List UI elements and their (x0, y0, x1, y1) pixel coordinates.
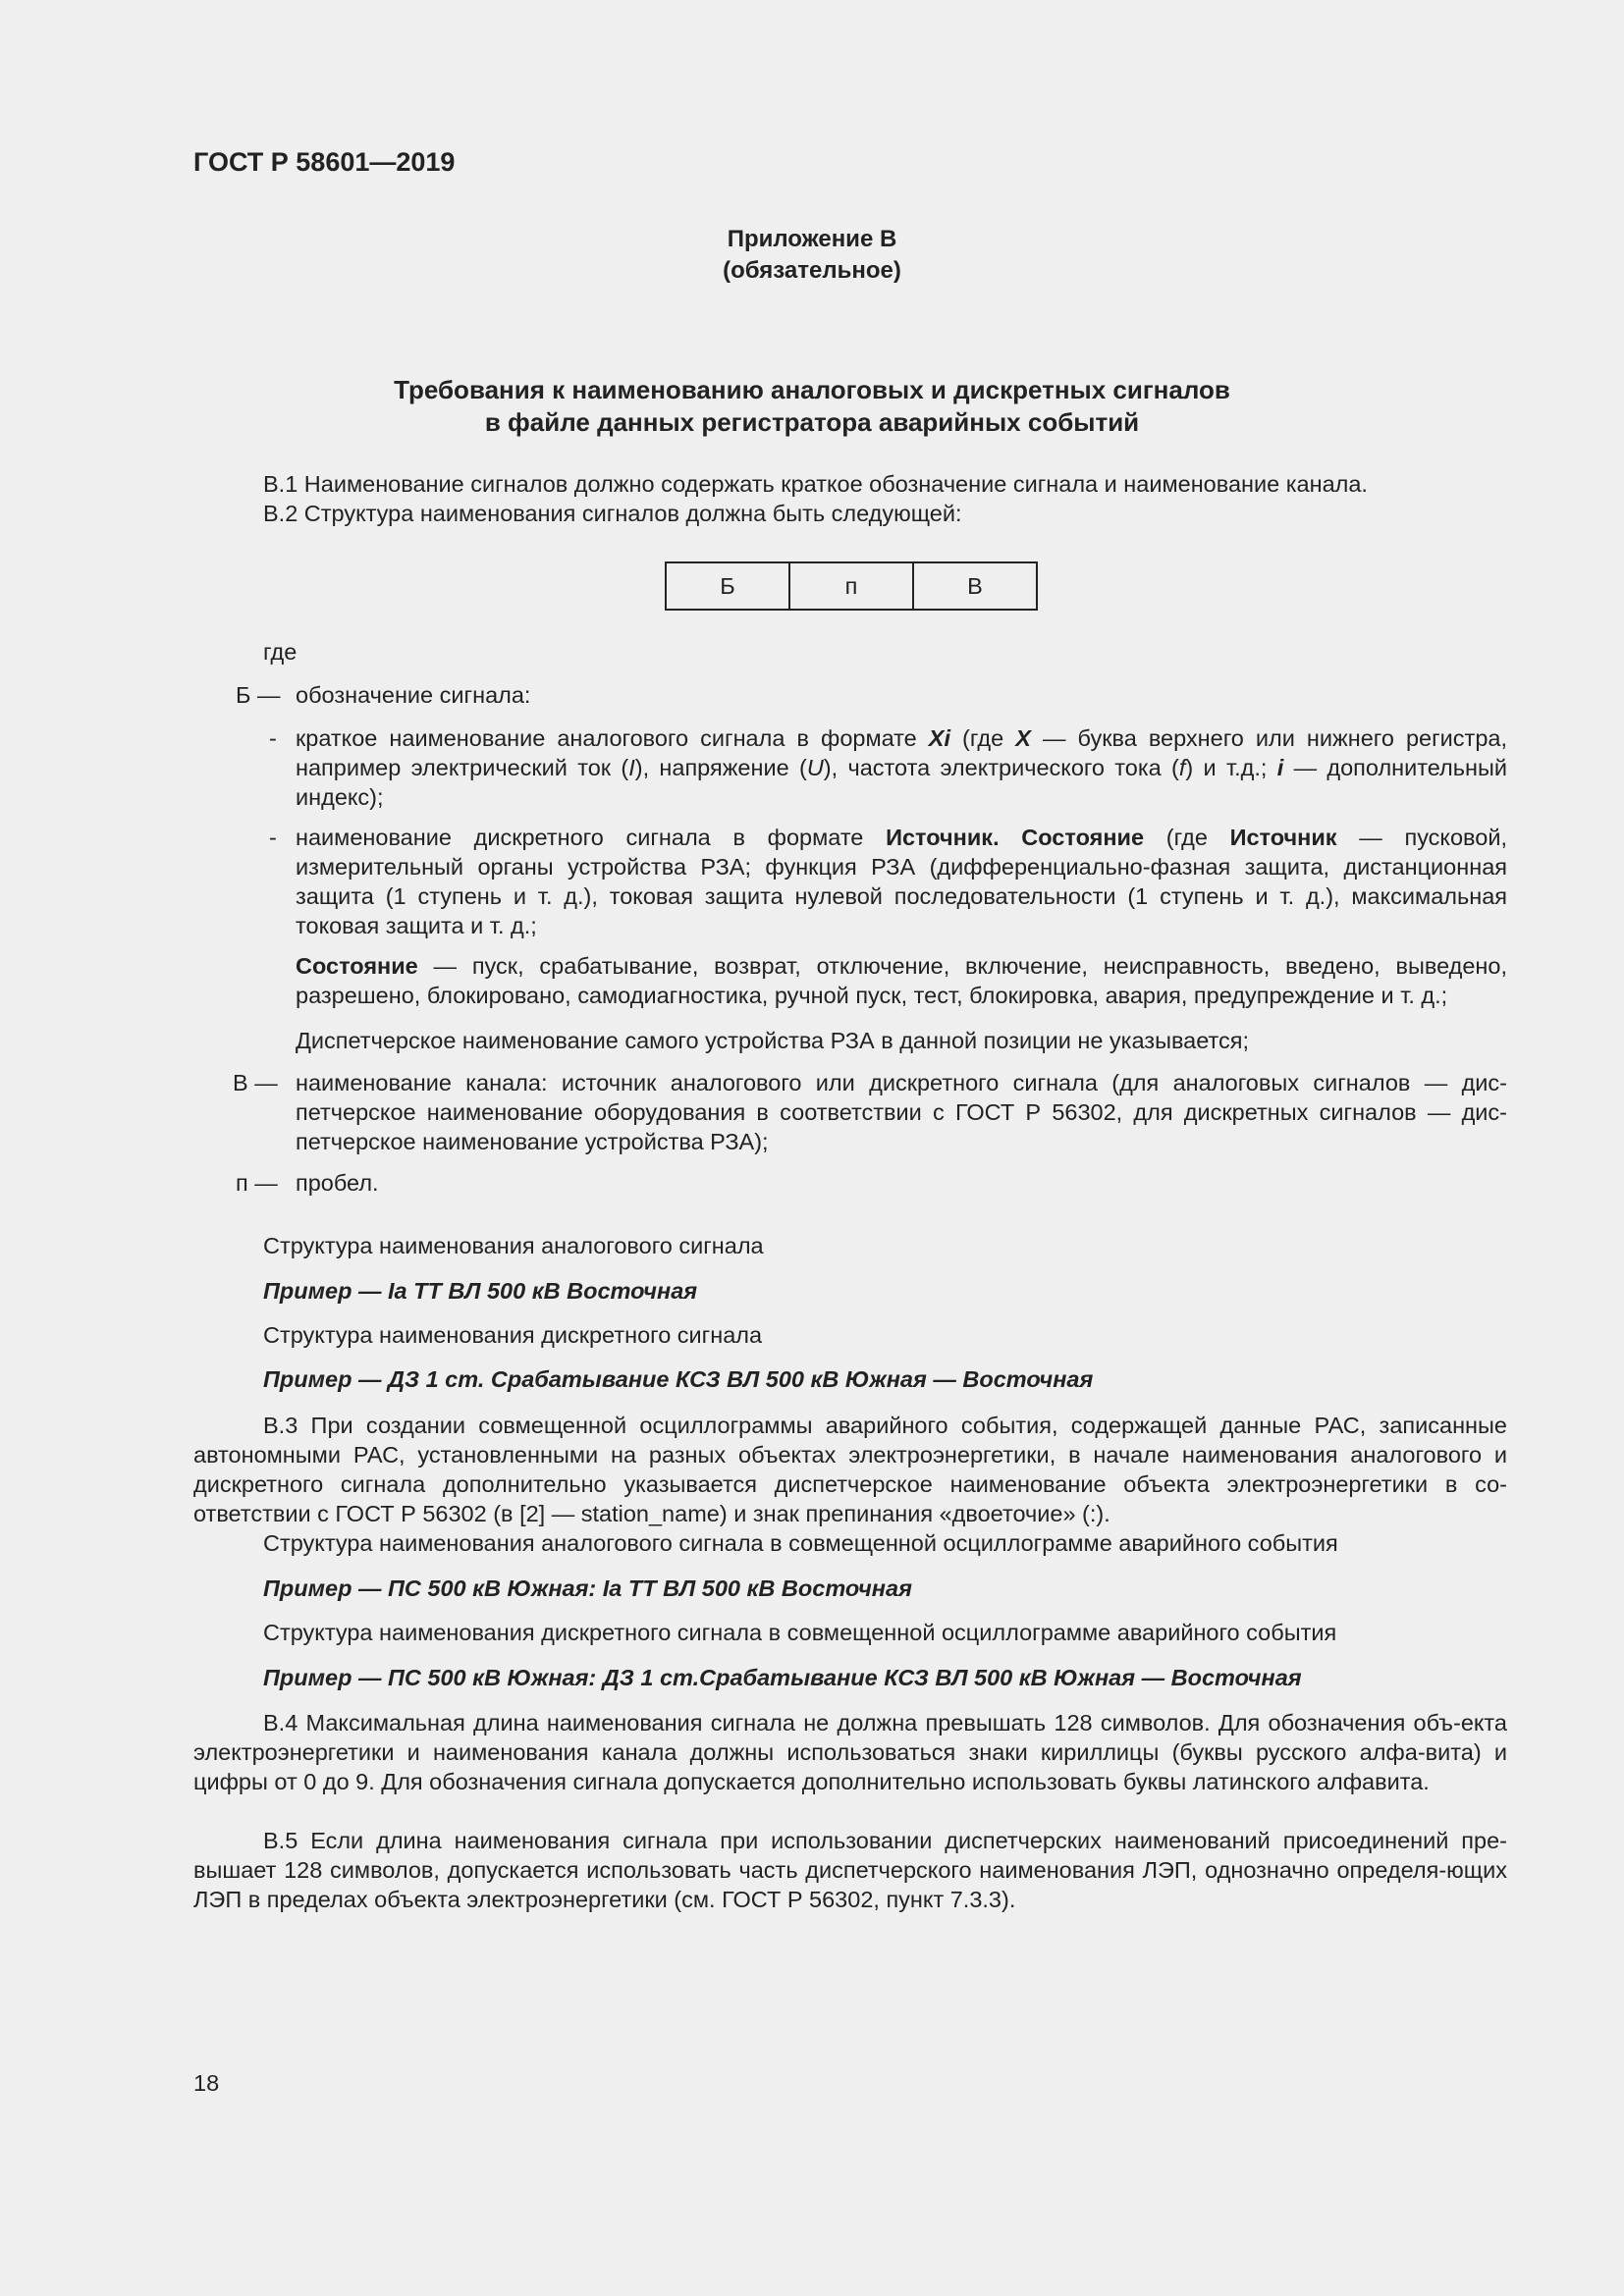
definition-b-text: обозначение сигнала: (296, 682, 531, 708)
discrete-format-text: наименование дискретного сигнала в формате Источник. Состояние (где Источник — пусковой, измерительный органы устройства РЗА; функция РЗА (дифференциально-фазная защита, дистанционная защита (1 ступень и т. д.), токовая защита нулевой последовательности (1 ступень и т. д.), максимальная токовая защита и т. д.; (296, 825, 1507, 938)
appendix-status: (обязательное) (723, 257, 901, 284)
discrete-format-item (193, 823, 1507, 940)
where-label: где (263, 639, 298, 665)
analog-bullet: - (269, 725, 277, 751)
heading-line-2: в файле данных регистратора аварийных событий (484, 407, 1140, 437)
paragraph-b4: В.4 Максимальная длина наименования сигнала не должна превышать 128 символов. Для обозначения объ-екта электроэнергетики и наименования канала должны использоваться знаки кириллицы (буквы русского алфа-вита) и цифры от 0 до 9. Для обозначения сигнала допускается дополнительно использовать буквы латинского алфавита. (193, 1710, 1507, 1794)
analog-format-item (193, 723, 1507, 812)
definition-b (193, 680, 1507, 710)
definition-v-mark: В — (233, 1070, 278, 1095)
heading-line-1: Требования к наименованию аналоговых и дискретных сигналов (394, 375, 1230, 404)
definition-p-text: пробел. (296, 1170, 379, 1196)
page-number: 18 (193, 2070, 220, 2096)
discrete-structure-label: Структура наименования дискретного сигнала (263, 1322, 763, 1348)
dispatch-note (193, 1026, 1507, 1055)
document-header: ГОСТ Р 58601—2019 (193, 147, 456, 177)
discrete-bullet: - (269, 825, 277, 850)
structure-cell-v: В (967, 573, 983, 599)
example-3: Пример — ПС 500 кВ Южная: Ia ТТ ВЛ 500 кВ Восточная (263, 1575, 912, 1601)
definition-b-mark: Б — (236, 682, 281, 708)
definition-v-text: наименование канала: источник аналогового или дискретного сигнала (для аналоговых сигналов — дис-петчерское наименование оборудования в соответствии с ГОСТ Р 56302, для дискретных сигналов — дис-петчерское наименование устройства РЗА); (296, 1070, 1507, 1154)
paragraph-b1: В.1 Наименование сигналов должно содержать краткое обозначение сигнала и наименование канала. (263, 471, 1368, 497)
dispatch-note-text: Диспетчерское наименование самого устройства РЗА в данной позиции не указывается; (296, 1028, 1250, 1053)
analog-format-text: краткое наименование аналогового сигнала в формате Xi (где X — буква верхнего или нижнего регистра, например электрический ток (I), напряжение (U), частота электрического тока (f) и т.д.; i — дополнительный индекс); (296, 725, 1508, 810)
analog-structure-label: Структура наименования аналогового сигнала (263, 1233, 764, 1258)
section-heading (0, 374, 1624, 439)
definition-p-mark: п — (236, 1170, 278, 1196)
paragraph-b3: В.3 При создании совмещенной осциллограммы аварийного события, содержащей данные РАС, записанные автономными РАС, установленными на разных объектах электроэнергетики, в начале наименования аналогового и дискретного сигнала дополнительно указывается диспетчерское наименование объекта электроэнергетики в со-ответствии с ГОСТ Р 56302 (в [2] — station_name) и знак препинания «двоеточие» (:). (193, 1413, 1507, 1526)
appendix-label: Приложение В (727, 226, 897, 252)
structure-cell-p: п (790, 563, 914, 609)
state-definition (193, 951, 1507, 1010)
example-4: Пример — ПС 500 кВ Южная: ДЗ 1 ст.Срабатывание КСЗ ВЛ 500 кВ Южная — Восточная (263, 1665, 1302, 1690)
paragraph-b5: В.5 Если длина наименования сигнала при использовании диспетчерских наименований присоединений пре-вышает 128 символов, допускается использовать часть диспетчерского наименования ЛЭП, однозначно определя-ющих ЛЭП в пределах объекта электроэнергетики (см. ГОСТ Р 56302, пункт 7.3.3). (193, 1828, 1507, 1912)
state-definition-text: Состояние — пуск, срабатывание, возврат, отключение, включение, неисправность, введено, выведено, разрешено, блокировано, самодиагностика, ручной пуск, тест, блокировка, авария, предупреждение и т. д.; (296, 953, 1507, 1008)
structure-cell-b: Б (667, 563, 790, 609)
definition-v (193, 1068, 1507, 1156)
example-2: Пример — ДЗ 1 ст. Срабатывание КСЗ ВЛ 500 кВ Южная — Восточная (263, 1366, 1094, 1392)
combined-discrete-label: Структура наименования дискретного сигнала в совмещенной осциллограмме аварийного события (263, 1620, 1337, 1645)
appendix-title (0, 224, 1624, 287)
combined-analog-label: Структура наименования аналогового сигнала в совмещенной осциллограмме аварийного события (263, 1530, 1338, 1556)
signal-structure-table (665, 561, 1038, 611)
example-1: Пример — Ia ТТ ВЛ 500 кВ Восточная (263, 1278, 698, 1304)
paragraph-b2: В.2 Структура наименования сигналов должна быть следующей: (263, 501, 962, 526)
definition-p (193, 1168, 1507, 1198)
